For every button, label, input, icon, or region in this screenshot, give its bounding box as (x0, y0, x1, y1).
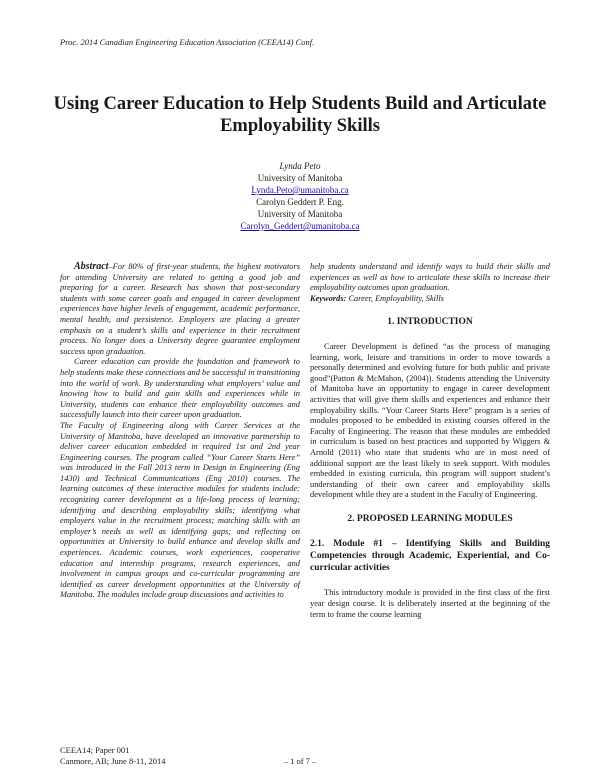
author-affiliation-1: University of Manitoba (257, 173, 343, 183)
module1-heading: 2.1. Module #1 – Identifying Skills and Building Competencies through Academic, Experiential, and Co-curricular activities (310, 539, 550, 574)
author-affiliation-2: University of Manitoba (257, 209, 343, 219)
author-name-2: Carolyn Geddert P. Eng. (256, 197, 344, 207)
right-column (310, 262, 550, 620)
modules-heading: 2. PROPOSED LEARNING MODULES (347, 513, 513, 524)
author-block (150, 160, 450, 232)
footer-location-date: Canmore, AB; June 8-11, 2014 (60, 756, 166, 766)
keywords-text: Career, Employability, Skills (346, 293, 444, 303)
left-column (60, 262, 300, 601)
abstract-paragraph-3: The Faculty of Engineering along with Career Services at the University of Manitoba, have developed an innovative partnership to deliver career education embedded in required 1st and 2nd year Engineering courses. The program called “Your Career Starts Here” was introduced in the Fall 2013 term in Design in Engineering (Eng 1430) and Technical Communications (Eng 2010) courses. The learning outcomes of these interactive modules for students include: recognizing career development as a life-long process of learning; identifying and describing employability skills; identifying what employers value in the recruitment process; matching skills with an employer’s needs as well as identifying gaps; and reflecting on opportunities at University to build enhance and develop skills and experiences. Academic courses, work experiences, cooperative education and internship programs, research experiences, and involvement in campus groups and co-curricular programming are identified as career development opportunities at the University of Manitoba. The modules include group discussions and activities to (60, 420, 300, 600)
author-email-2[interactable]: Carolyn_Geddert@umanitoba.ca (240, 221, 360, 231)
introduction-paragraph: Career Development is defined “as the process of managing learning, work, leisure and transitions in order to move towards a personally determined and evolving future for both public and private good”(Patton & McMahon, (2004)). Students attending the University of Manitoba have an opportunity to engage in career development activities that will give them skills and experiences and enhance their employability skills. “Your Career Starts Here” program is a series of modules proposed to be embedded in existing courses offered in the Faculty of Engineering. The reason that these modules are embedded in curriculum is based on best practices and supported by Wiggers & Arnold (2011) who state that students who are in most need of additional support are the least likely to seek support. With modules embedded in existing curricula, this program will support student’s understanding of their own career and employability skills development while they are a student in the Faculty of Engineering. (310, 341, 550, 500)
introduction-heading: 1. INTRODUCTION (387, 317, 473, 328)
module1-paragraph: This introductory module is provided in the first class of the first year design course. It is deliberately inserted at the beginning of the term to frame the course learning (310, 588, 550, 619)
abstract-continuation: help students understand and identify ways to build their skills and experiences as well as how to articulate these skills to increase their employability outcomes upon graduation. (310, 262, 550, 293)
keywords-line (310, 294, 550, 305)
page-number: – 1 of 7 – (283, 756, 317, 766)
abstract-text-1: –For 80% of first-year students, the highest motivators for attending University are related to getting a good job and preparing for a career. Research has shown that post-secondary students with some career goals and engaged in career development experiences have higher levels of engagement, academic performance, mental health, and persistence. Employers are placing a greater emphasis on a student’s skills and experience in their recruitment process. No longer does a University degree guarantee employment success upon graduation. (60, 262, 300, 356)
paper-title: Using Career Education to Help Students Build and Articulate Employability Skills (53, 94, 547, 136)
keywords-label: Keywords: (310, 293, 347, 303)
author-email-1[interactable]: Lynda.Peto@umanitoba.ca (251, 185, 349, 195)
abstract-label: Abstract (74, 261, 109, 272)
author-name-1: Lynda Peto (279, 161, 321, 171)
abstract-paragraph-1 (60, 262, 300, 357)
running-header: Proc. 2014 Canadian Engineering Education Association (CEEA14) Conf. (60, 37, 315, 47)
footer-paper-id: CEEA14; Paper 001 (60, 745, 130, 755)
abstract-paragraph-2: Career education can provide the foundation and framework to help students make these connections and be successful in transitioning into the world of work. By understanding what employers’ value and knowing how to build and gain skills and experiences while in University, students can enhance their employability outcomes and successfully launch into their career upon graduation. (60, 357, 300, 420)
